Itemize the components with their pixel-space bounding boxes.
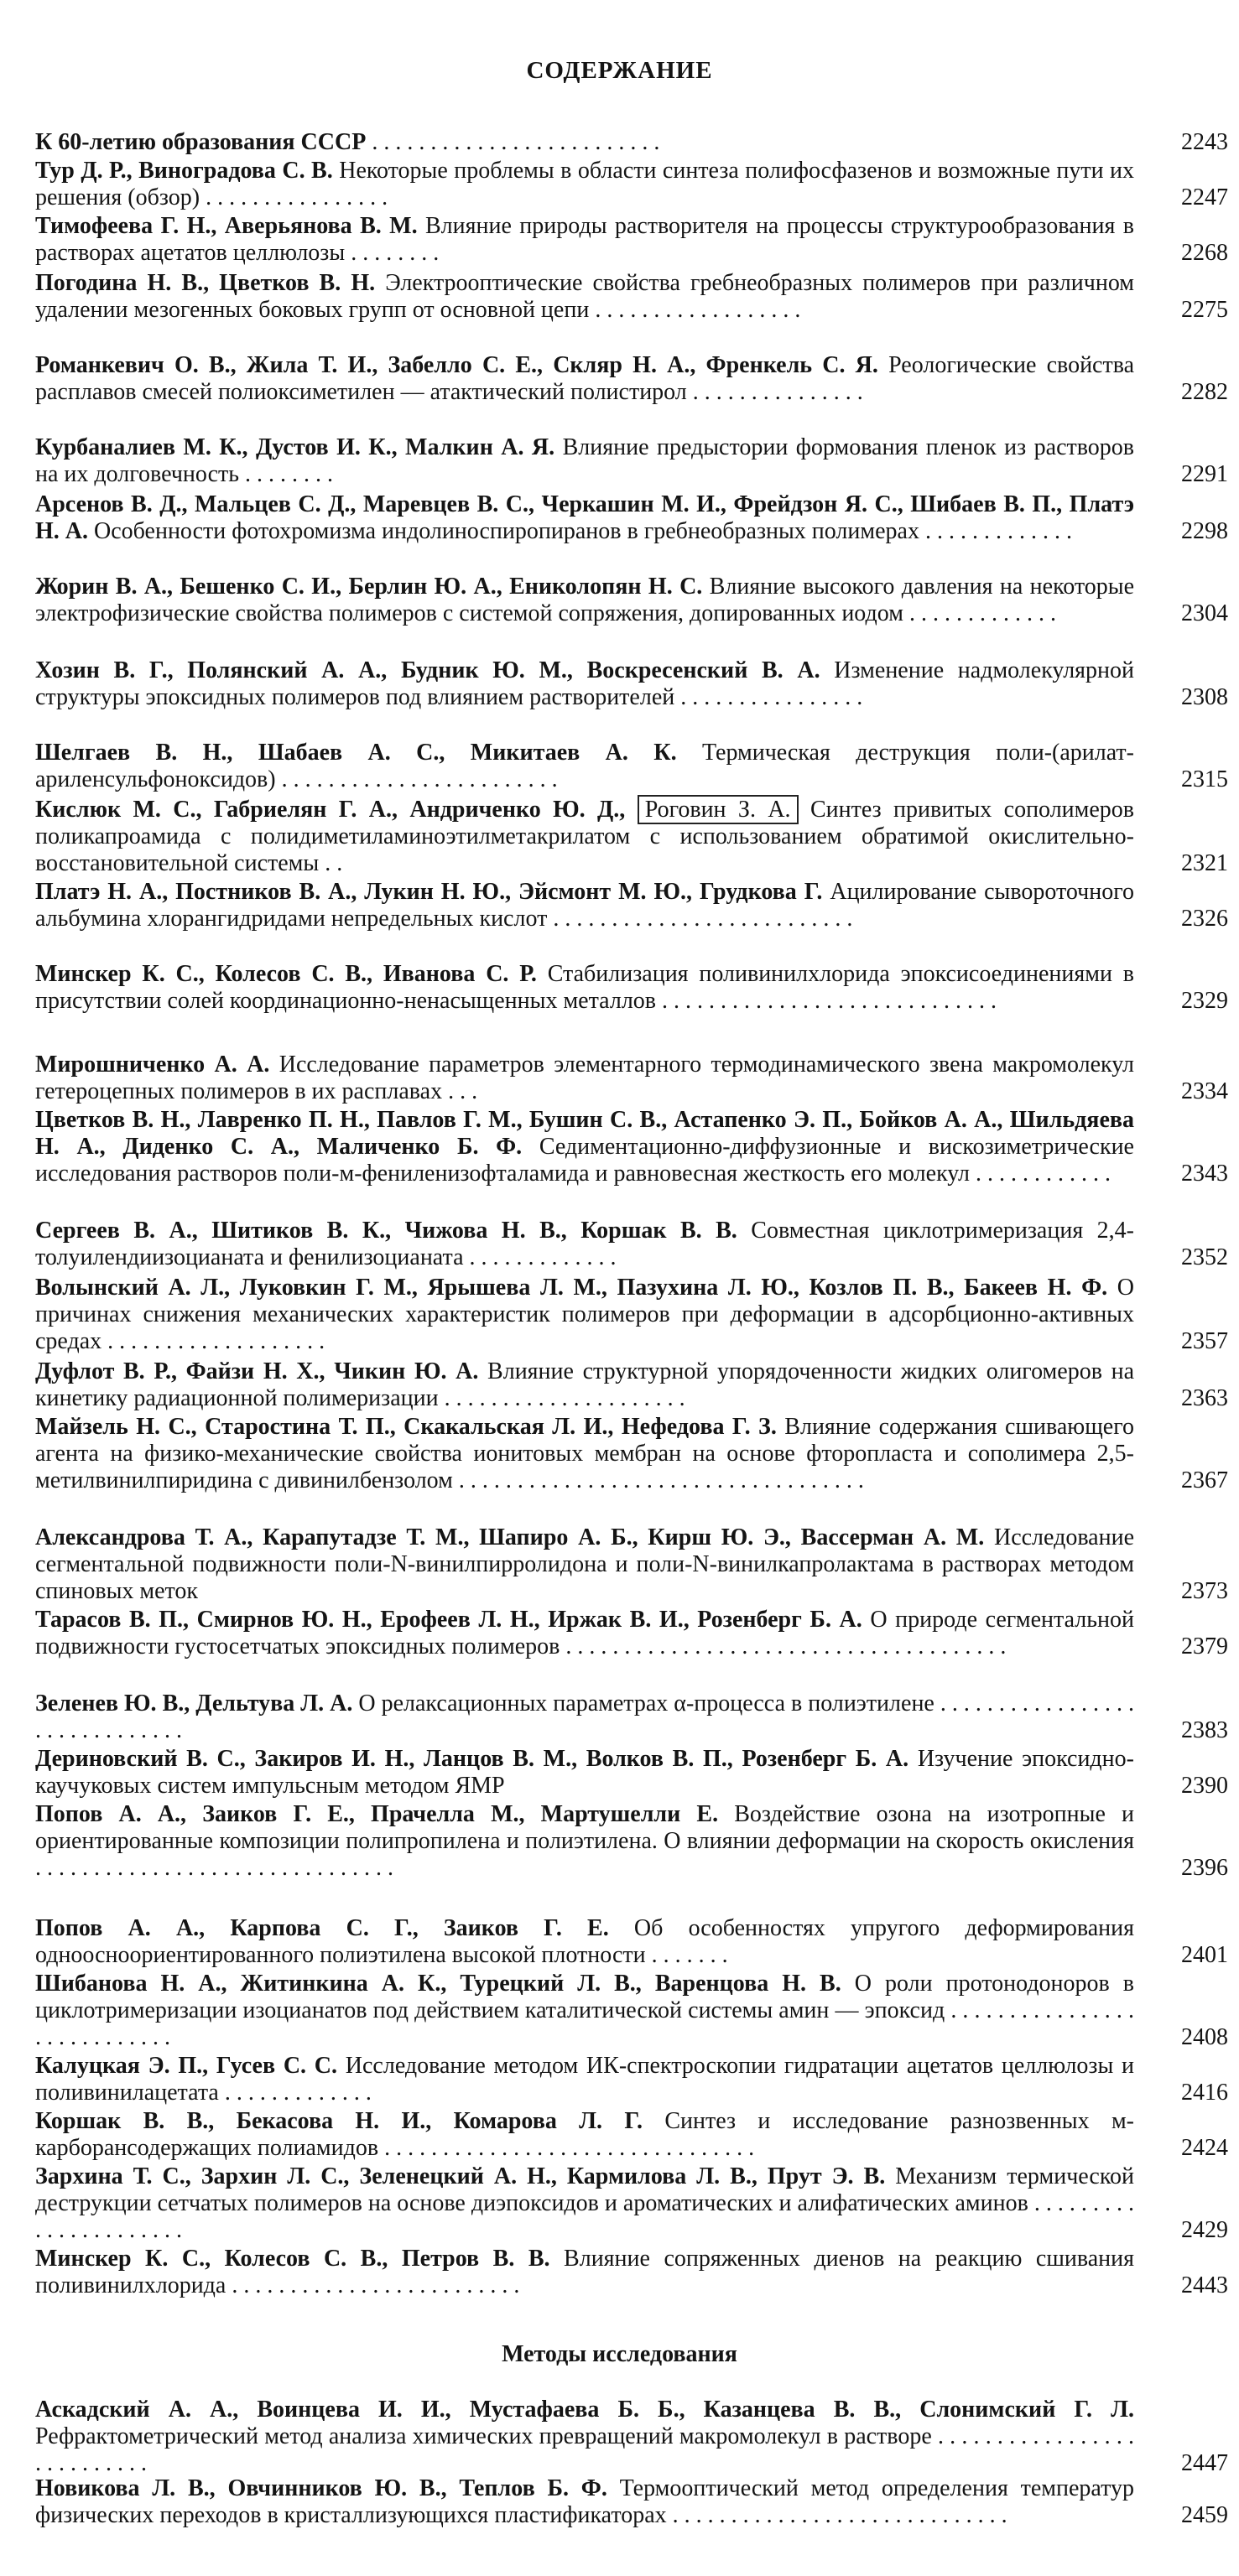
toc-page-number: 2352 bbox=[1181, 1244, 1228, 1270]
toc-page-number: 2390 bbox=[1181, 1773, 1228, 1799]
toc-authors: Тур Д. Р., Виноградова С. В. bbox=[35, 158, 333, 184]
toc-authors: Сергеев В. А., Шитиков В. К., Чижова Н. В., Коршак В. В. bbox=[35, 1218, 737, 1244]
toc-title: Особенности фотохромизма индолиноспиропиранов в гребнеобразных полимерах bbox=[94, 518, 919, 544]
toc-title: Исследование сегментальной подвижности поли-N-винилпирролидона и поли-N-винилкапролактама в растворах методом спиновых меток bbox=[35, 1524, 1134, 1604]
toc-authors: Зархина Т. С., Зархин Л. С., Зеленецкий А. Н., Кармилова Л. В., Прут Э. В. bbox=[35, 2163, 886, 2189]
toc-page-number: 2304 bbox=[1181, 600, 1228, 626]
toc-authors: Шибанова Н. А., Житинкина А. К., Турецкий Л. В., Варенцова Н. В. bbox=[35, 1971, 841, 1997]
toc-entry: Дуфлот В. Р., Файзи Н. Х., Чикин Ю. А. Влияние структурной упорядоченности жидких олигомеров на кинетику радиационной полимеризации . . . . . . . . . . . . . . . . . . . . . 2363 bbox=[35, 1358, 1228, 1411]
toc-authors: Минскер К. С., Колесов С. В., Петров В. В. bbox=[35, 2246, 550, 2272]
toc-entry: Волынский А. Л., Луковкин Г. М., Ярышева Л. М., Пазухина Л. Ю., Козлов П. В., Бакеев Н. Ф. О причинах снижения механических характеристик полимеров при деформации в адсорбционно-активных средах . . . . . . . . . . . . . . . . . . . 2357 bbox=[35, 1275, 1228, 1354]
toc-page-number: 2329 bbox=[1181, 988, 1228, 1014]
toc-title: Синтез привитых сополимеров поликапроамида с полидиметиламиноэтилметакрилатом с использованием обратимой окислительно-восстановительной системы bbox=[35, 797, 1135, 876]
toc-title: Изменение надмолекулярной структуры эпоксидных полимеров под влиянием растворителей bbox=[35, 657, 1135, 710]
toc-page-number: 2443 bbox=[1181, 2272, 1228, 2298]
toc-title: О причинах снижения механических характеристик полимеров при деформации в адсорбционно-активных средах bbox=[35, 1275, 1135, 1354]
toc-page-number: 2373 bbox=[1181, 1578, 1228, 1604]
toc-authors: Тарасов В. П., Смирнов Ю. Н., Ерофеев Л. Н., Иржак В. И., Розенберг Б. А. bbox=[35, 1607, 862, 1633]
toc-entry: Калуцкая Э. П., Гусев С. С. Исследование методом ИК-спектроскопии гидратации ацетатов целлюлозы и поливинилацетата . . . . . . . . . . . . . 2416 bbox=[35, 2053, 1228, 2106]
toc-title: Влияние сопряженных диенов на реакцию сшивания поливинилхлорида bbox=[35, 2246, 1135, 2298]
toc-entry: Цветков В. Н., Лавренко П. Н., Павлов Г. М., Бушин С. В., Астапенко Э. П., Бойков А. А., Шильдяева Н. А., Диденко С. А., Маличенко Б. Ф. Седиментационно-диффузионные и вискозиметрические исследования растворов поли-м-фениленизофталамида и равновесная жесткость его молекул . . . . . . . . . . . . 2343 bbox=[35, 1107, 1228, 1187]
toc-authors: Мирошниченко А. А. bbox=[35, 1052, 270, 1078]
toc-page-number: 2429 bbox=[1181, 2217, 1228, 2243]
toc-title: Влияние высокого давления на некоторые электрофизические свойства полимеров с системой сопряжения, допированных иодом bbox=[35, 574, 1135, 626]
toc-page-number: 2447 bbox=[1181, 2450, 1228, 2476]
toc-title: О релаксационных параметрах α-процесса в полиэтилене bbox=[358, 1690, 934, 1716]
toc-authors: Минскер К. С., Колесов С. В., Иванова С. Р. bbox=[35, 961, 537, 987]
toc-title: Некоторые проблемы в области синтеза полифосфазенов и возможные пути их решения (обзор) bbox=[35, 158, 1135, 210]
toc-title: Реологические свойства расплавов смесей полиоксиметилен — атактический полистирол bbox=[35, 352, 1134, 405]
toc-page-number: 2282 bbox=[1181, 379, 1228, 405]
toc-authors: Волынский А. Л., Луковкин Г. М., Ярышева Л. М., Пазухина Л. Ю., Козлов П. В., Бакеев Н. Ф. bbox=[35, 1275, 1108, 1301]
toc-page-number: 2275 bbox=[1181, 297, 1228, 323]
toc-entry: Минскер К. С., Колесов С. В., Петров В. В. Влияние сопряженных диенов на реакцию сшивания поливинилхлорида . . . . . . . . . . . . . . . . . . . . . . . . . 2443 bbox=[35, 2246, 1228, 2298]
toc-entry: Погодина Н. В., Цветков В. Н. Электрооптические свойства гребнеобразных полимеров при различном удалении мезогенных боковых групп от основной цепи . . . . . . . . . . . . . . . . . . 2275 bbox=[35, 270, 1228, 323]
toc-authors: Кислюк М. С., Габриелян Г. А., Андриченко Ю. Д., bbox=[35, 797, 626, 823]
toc-title: Термическая деструкция поли-(арилат-ариленсульфоноксидов) bbox=[35, 740, 1134, 792]
toc-page-number: 2367 bbox=[1181, 1467, 1228, 1493]
toc-title: Влияние предыстории формования пленок из растворов на их долговечность bbox=[35, 434, 1135, 487]
toc-title: Влияние природы растворителя на процессы структурообразования в растворах ацетатов целлюлозы bbox=[35, 213, 1134, 266]
toc-title: Влияние содержания сшивающего агента на физико-механические свойства ионитовых мембран на основе фторопласта и сополимера 2,5-метилвинилпиридина с дивинилбензолом bbox=[35, 1414, 1134, 1493]
toc-page-number: 2408 bbox=[1181, 2024, 1228, 2050]
toc-title: Совместная циклотримеризация 2,4-толуилендиизоцианата и фенилизоцианата bbox=[35, 1218, 1135, 1270]
toc-authors: Платэ Н. А., Постников В. А., Лукин Н. Ю., Эйсмонт М. Ю., Грудкова Г. bbox=[35, 879, 823, 905]
toc-page-number: 2396 bbox=[1181, 1855, 1228, 1881]
toc-entry: Зеленев Ю. В., Дельтува Л. А. О релаксационных параметрах α-процесса в полиэтилене . . . . . . . . . . . . . . . . . . . . . . . . . . . . . . 2383 bbox=[35, 1690, 1228, 1743]
toc-title: О природе сегментальной подвижности густосетчатых эпоксидных полимеров bbox=[35, 1607, 1135, 1659]
toc-title: Механизм термической деструкции сетчатых полимеров на основе диэпоксидов и ароматических и алифатических аминов bbox=[35, 2163, 1135, 2216]
section-heading: Методы исследования bbox=[502, 2341, 737, 2367]
toc-authors: Новикова Л. В., Овчинников Ю. В., Теплов Б. Ф. bbox=[35, 2475, 607, 2501]
toc-entry: Кислюк М. С., Габриелян Г. А., Андриченко Ю. Д., Роговин З. А. Синтез привитых сополимеров поликапроамида с полидиметиламиноэтилметакрилатом с использованием обратимой окислительно-восстановительной системы . . 2321 bbox=[35, 797, 1228, 876]
toc-entry: Мирошниченко А. А. Исследование параметров элементарного термодинамического звена макромолекул гетероцепных полимеров в их расплавах . . . 2334 bbox=[35, 1052, 1228, 1104]
toc-entry: Тур Д. Р., Виноградова С. В. Некоторые проблемы в области синтеза полифосфазенов и возможные пути их решения (обзор) . . . . . . . . . . . . . . . . 2247 bbox=[35, 158, 1228, 210]
toc-authors: Коршак В. В., Бекасова Н. И., Комарова Л. Г. bbox=[35, 2108, 643, 2134]
toc-title: Исследование методом ИК-спектроскопии гидратации ацетатов целлюлозы и поливинилацетата bbox=[35, 2053, 1135, 2106]
toc-page-number: 2268 bbox=[1181, 240, 1228, 266]
toc-entry: Жорин В. А., Бешенко С. И., Берлин Ю. А., Ениколопян Н. С. Влияние высокого давления на некоторые электрофизические свойства полимеров с системой сопряжения, допированных иодом . . . . . . . . . . . . . 2304 bbox=[35, 574, 1228, 626]
toc-page-number: 2401 bbox=[1181, 1942, 1228, 1968]
toc-title: Изучение эпоксидно-каучуковых систем импульсным методом ЯМР bbox=[35, 1746, 1134, 1799]
toc-entry: Попов А. А., Карпова С. Г., Заиков Г. Е. Об особенностях упругого деформирования одноосноориентированного полиэтилена высокой плотности . . . . . . . 2401 bbox=[35, 1915, 1228, 1968]
toc-entry: Курбаналиев М. К., Дустов И. К., Малкин А. Я. Влияние предыстории формования пленок из растворов на их долговечность . . . . . . . . 2291 bbox=[35, 434, 1228, 487]
toc-entry: Новикова Л. В., Овчинников Ю. В., Теплов Б. Ф. Термооптический метод определения температур физических переходов в кристаллизующихся пластификаторах . . . . . . . . . . . . . . . . . . . . . . . . . . . . . 2459 bbox=[35, 2475, 1228, 2528]
toc-title: Рефрактометрический метод анализа химических превращений макромолекул в растворе bbox=[35, 2423, 932, 2449]
toc-page-number: 2291 bbox=[1181, 461, 1228, 487]
toc-page-number: 2383 bbox=[1181, 1717, 1228, 1743]
toc-page-number: 2357 bbox=[1181, 1328, 1228, 1354]
page-title: СОДЕРЖАНИЕ bbox=[526, 57, 713, 84]
toc-entry: Попов А. А., Заиков Г. Е., Прачелла М., Мартушелли Е. Воздействие озона на изотропные и ориентированные композиции полипропилена и полиэтилена. О влиянии деформации на скорость окисления . . . . . . . . . . . . . . . . . . . . . . . . . . . . . . . 2396 bbox=[35, 1801, 1228, 1881]
toc-title: Седиментационно-диффузионные и вискозиметрические исследования растворов поли-м-фениленизофталамида и равновесная жесткость его молекул bbox=[35, 1134, 1134, 1187]
toc-entry bbox=[35, 1524, 1239, 1605]
toc-title: Об особенностях упругого деформирования одноосноориентированного полиэтилена высокой плотности bbox=[35, 1915, 1134, 1968]
toc-authors: Дуфлот В. Р., Файзи Н. Х., Чикин Ю. А. bbox=[35, 1358, 479, 1384]
toc-title: Стабилизация поливинилхлорида эпоксисоединениями в присутствии солей координационно-ненасыщенных металлов bbox=[35, 961, 1134, 1014]
toc-page-number: 2308 bbox=[1181, 684, 1228, 710]
toc-page-number: 2363 bbox=[1181, 1385, 1228, 1411]
toc-title: Влияние структурной упорядоченности жидких олигомеров на кинетику радиационной полимеризации bbox=[35, 1358, 1135, 1411]
deceased-author-frame: Роговин З. А. bbox=[638, 795, 799, 824]
toc-entry: Платэ Н. А., Постников В. А., Лукин Н. Ю., Эйсмонт М. Ю., Грудкова Г. Ацилирование сывороточного альбумина хлорангидридами непредельных кислот . . . . . . . . . . . . . . . . . . . . . . . . . . 2326 bbox=[35, 879, 1228, 932]
toc-authors: Дериновский В. С., Закиров И. Н., Ланцов В. М., Волков В. П., Розенберг Б. А. bbox=[35, 1746, 909, 1772]
toc-authors: Шелгаев В. Н., Шабаев А. С., Микитаев А. К. bbox=[35, 740, 677, 766]
toc-entry: К 60-летию образования СССР . . . . . . . . . . . . . . . . . . . . . . . . . 2243 bbox=[35, 129, 1228, 155]
toc-authors: Курбаналиев М. К., Дустов И. К., Малкин А. Я. bbox=[35, 434, 555, 460]
toc-authors: Зеленев Ю. В., Дельтува Л. А. bbox=[35, 1690, 353, 1716]
toc-entry: Минскер К. С., Колесов С. В., Иванова С. Р. Стабилизация поливинилхлорида эпоксисоединениями в присутствии солей координационно-ненасыщенных металлов . . . . . . . . . . . . . . . . . . . . . . . . . . . . . 2329 bbox=[35, 961, 1228, 1014]
toc-authors: Арсенов В. Д., Мальцев С. Д., Маревцев В. С., Черкашин М. И., Фрейдзон Я. С., Шибаев В. П., Платэ Н. А. bbox=[35, 491, 1134, 544]
toc-title: Электрооптические свойства гребнеобразных полимеров при различном удалении мезогенных боковых групп от основной цепи bbox=[35, 270, 1134, 323]
toc-title: Воздействие озона на изотропные и ориентированные композиции полипропилена и полиэтилена. О влиянии деформации на скорость окисления bbox=[35, 1801, 1135, 1854]
toc-authors: Хозин В. Г., Полянский А. А., Будник Ю. М., Воскресенский В. А. bbox=[35, 657, 820, 683]
toc-authors: Цветков В. Н., Лавренко П. Н., Павлов Г. М., Бушин С. В., Астапенко Э. П., Бойков А. А., Шильдяева Н. А., Диденко С. А., Маличенко Б. Ф. bbox=[35, 1107, 1134, 1160]
toc-authors: Аскадский А. А., Воинцева И. И., Мустафаева Б. Б., Казанцева В. В., Слонимский Г. Л. bbox=[35, 2397, 1134, 2423]
toc-authors: Попов А. А., Заиков Г. Е., Прачелла М., Мартушелли Е. bbox=[35, 1801, 719, 1827]
toc-authors: Романкевич О. В., Жила Т. И., Забелло С. Е., Скляр Н. А., Френкель С. Я. bbox=[35, 352, 878, 378]
toc-authors: К 60-летию образования СССР bbox=[35, 129, 367, 155]
toc-title: О роли протонодоноров в циклотримеризации изоцианатов под действием каталитической системы амин — эпоксид bbox=[35, 1971, 1135, 2023]
toc-page-number: 2334 bbox=[1181, 1078, 1228, 1104]
toc-title: Исследование параметров элементарного термодинамического звена макромолекул гетероцепных полимеров в их расплавах bbox=[35, 1052, 1135, 1104]
toc-page-number: 2243 bbox=[1181, 129, 1228, 155]
toc-authors: Александрова Т. А., Карапутадзе Т. М., Шапиро А. Б., Кирш Ю. Э., Вассерман А. М. bbox=[35, 1524, 985, 1550]
toc-title: Ацилирование сывороточного альбумина хлорангидридами непредельных кислот bbox=[35, 879, 1135, 932]
toc-entry: Коршак В. В., Бекасова Н. И., Комарова Л. Г. Синтез и исследование разнозвенных м-карборансодержащих полиамидов . . . . . . . . . . . . . . . . . . . . . . . . . . . . . . . . 2424 bbox=[35, 2108, 1228, 2161]
toc-entry bbox=[35, 1746, 1239, 1800]
toc-entry: Сергеев В. А., Шитиков В. К., Чижова Н. В., Коршак В. В. Совместная циклотримеризация 2,4-толуилендиизоцианата и фенилизоцианата . . . . . . . . . . . . . 2352 bbox=[35, 1218, 1228, 1270]
toc-authors: Калуцкая Э. П., Гусев С. С. bbox=[35, 2053, 338, 2079]
toc-page-number: 2321 bbox=[1181, 850, 1228, 876]
toc-title: Синтез и исследование разнозвенных м-карборансодержащих полиамидов bbox=[35, 2108, 1134, 2161]
toc-page-number: 2379 bbox=[1181, 1633, 1228, 1659]
toc-authors: Жорин В. А., Бешенко С. И., Берлин Ю. А., Ениколопян Н. С. bbox=[35, 574, 703, 600]
toc-page-number: 2326 bbox=[1181, 906, 1228, 932]
toc-page-number: 2298 bbox=[1181, 518, 1228, 544]
toc-title: Термооптический метод определения температур физических переходов в кристаллизующихся пластификаторах bbox=[35, 2475, 1134, 2528]
toc-entry: Шелгаев В. Н., Шабаев А. С., Микитаев А. К. Термическая деструкция поли-(арилат-ариленсульфоноксидов) . . . . . . . . . . . . . . . . . . . . . . . . 2315 bbox=[35, 740, 1228, 792]
toc-page-number: 2315 bbox=[1181, 766, 1228, 792]
toc-entry: Майзель Н. С., Старостина Т. П., Скакальская Л. И., Нефедова Г. З. Влияние содержания сшивающего агента на физико-механические свойства ионитовых мембран на основе фторопласта и сополимера 2,5-метилвинилпиридина с дивинилбензолом . . . . . . . . . . . . . . . . . . . . . . . . . . . . . . . . . . . 2367 bbox=[35, 1414, 1228, 1493]
toc-entry: Зархина Т. С., Зархин Л. С., Зеленецкий А. Н., Кармилова Л. В., Прут Э. В. Механизм термической деструкции сетчатых полимеров на основе диэпоксидов и ароматических и алифатических аминов . . . . . . . . . . . . . . . . . . . . . . 2429 bbox=[35, 2163, 1228, 2243]
toc-page-number: 2343 bbox=[1181, 1161, 1228, 1187]
toc-authors: Погодина Н. В., Цветков В. Н. bbox=[35, 270, 376, 296]
toc-entry: Хозин В. Г., Полянский А. А., Будник Ю. М., Воскресенский В. А. Изменение надмолекулярной структуры эпоксидных полимеров под влиянием растворителей . . . . . . . . . . . . . . . . 2308 bbox=[35, 657, 1228, 710]
toc-entry: Аскадский А. А., Воинцева И. И., Мустафаева Б. Б., Казанцева В. В., Слонимский Г. Л. Рефрактометрический метод анализа химических превращений макромолекул в растворе . . . . . . . . . . . . . . . . . . . . . . . . . . . 2447 bbox=[35, 2397, 1228, 2476]
toc-page-number: 2424 bbox=[1181, 2135, 1228, 2161]
toc-authors: Майзель Н. С., Старостина Т. П., Скакальская Л. И., Нефедова Г. З. bbox=[35, 1414, 777, 1440]
toc-entry: Шибанова Н. А., Житинкина А. К., Турецкий Л. В., Варенцова Н. В. О роли протонодоноров в циклотримеризации изоцианатов под действием каталитической системы амин — эпоксид . . . . . . . . . . . . . . . . . . . . . . . . . . . . 2408 bbox=[35, 1971, 1228, 2050]
toc-page-number: 2416 bbox=[1181, 2080, 1228, 2106]
toc-page-number: 2247 bbox=[1181, 184, 1228, 210]
toc-entry: Арсенов В. Д., Мальцев С. Д., Маревцев В. С., Черкашин М. И., Фрейдзон Я. С., Шибаев В. П., Платэ Н. А. Особенности фотохромизма индолиноспиропиранов в гребнеобразных полимерах . . . . . . . . . . . . . 2298 bbox=[35, 491, 1228, 544]
toc-entry: Тимофеева Г. Н., Аверьянова В. М. Влияние природы растворителя на процессы структурообразования в растворах ацетатов целлюлозы . . . . . . . . 2268 bbox=[35, 213, 1228, 266]
toc-authors: Попов А. А., Карпова С. Г., Заиков Г. Е. bbox=[35, 1915, 609, 1941]
toc-authors: Тимофеева Г. Н., Аверьянова В. М. bbox=[35, 213, 418, 239]
toc-entry: Романкевич О. В., Жила Т. И., Забелло С. Е., Скляр Н. А., Френкель С. Я. Реологические свойства расплавов смесей полиоксиметилен — атактический полистирол . . . . . . . . . . . . . . . 2282 bbox=[35, 352, 1228, 405]
toc-entry: Тарасов В. П., Смирнов Ю. Н., Ерофеев Л. Н., Иржак В. И., Розенберг Б. А. О природе сегментальной подвижности густосетчатых эпоксидных полимеров . . . . . . . . . . . . . . . . . . . . . . . . . . . . . . . . . . . . . . 2379 bbox=[35, 1607, 1228, 1659]
toc-page-number: 2459 bbox=[1181, 2502, 1228, 2528]
